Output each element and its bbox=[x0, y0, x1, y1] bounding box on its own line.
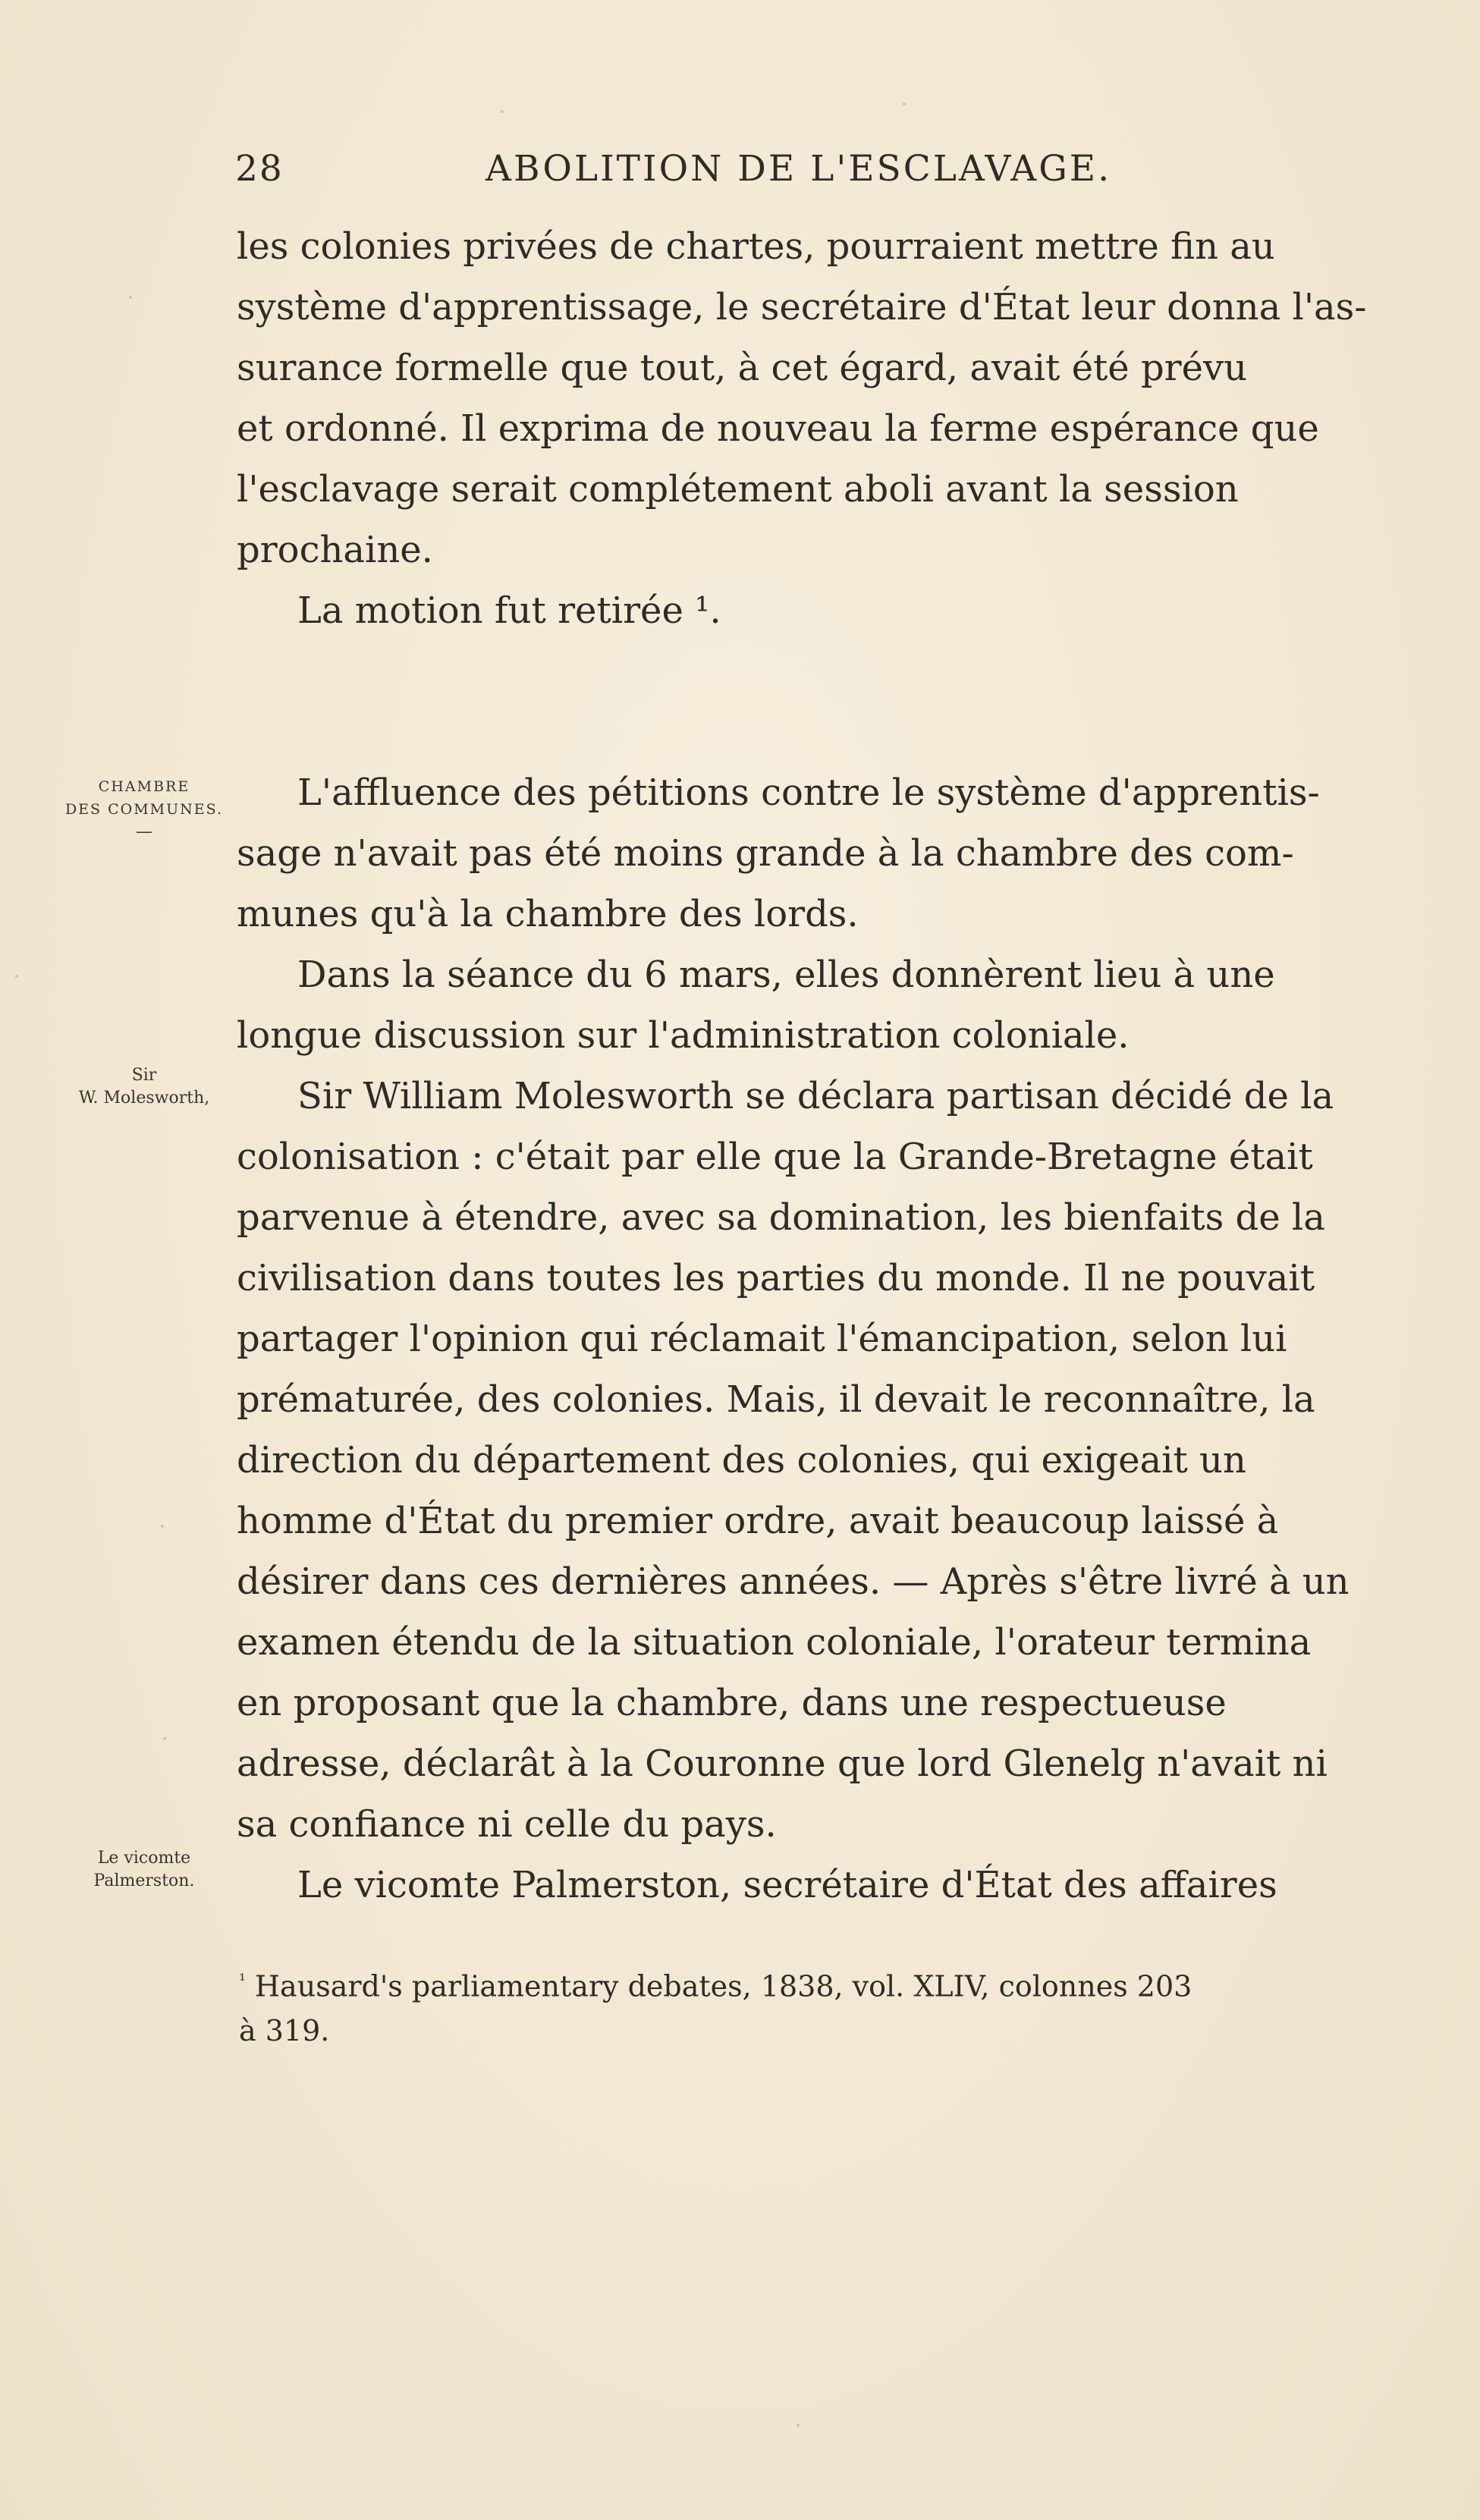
footnote-text: à 319. bbox=[239, 2013, 330, 2047]
margin-note-line: W. Molesworth, bbox=[78, 1089, 210, 1108]
margin-note-line: Palmerston. bbox=[93, 1871, 195, 1890]
text-line: La motion fut retirée ¹. bbox=[297, 589, 721, 632]
page-number: 28 bbox=[235, 148, 284, 190]
text-line: prématurée, des colonies. Mais, il devait le reconnaître, la bbox=[237, 1378, 1315, 1421]
footnote bbox=[239, 1959, 1392, 2053]
paper-speck bbox=[163, 1737, 166, 1740]
margin-note-line: DES COMMUNES. bbox=[64, 801, 224, 818]
margin-note-molesworth bbox=[53, 1064, 235, 1110]
text-line: surance formelle que tout, à cet égard, avait été prévu bbox=[237, 347, 1248, 389]
text-line: longue discussion sur l'administration coloniale. bbox=[237, 1014, 1130, 1057]
text-line: direction du département des colonies, qui exigeait un bbox=[237, 1439, 1246, 1482]
text-line: Dans la séance du 6 mars, elles donnèrent lieu à une bbox=[297, 954, 1275, 996]
text-line: Le vicomte Palmerston, secrétaire d'État des affaires bbox=[297, 1864, 1277, 1906]
margin-note-line: Le vicomte bbox=[97, 1849, 191, 1868]
paper-speck bbox=[797, 2424, 800, 2427]
margin-note-chambre bbox=[53, 775, 235, 844]
text-line: civilisation dans toutes les parties du monde. Il ne pouvait bbox=[237, 1257, 1315, 1299]
paper-speck bbox=[501, 110, 504, 113]
margin-note-dash: — bbox=[136, 822, 152, 841]
paragraph-continuation bbox=[237, 216, 1375, 641]
paper-speck bbox=[15, 975, 18, 978]
text-line: L'affluence des pétitions contre le système d'apprentis- bbox=[297, 771, 1320, 814]
text-line: les colonies privées de chartes, pourraient mettre fin au bbox=[237, 225, 1275, 268]
paper-speck bbox=[161, 1525, 164, 1528]
text-line: colonisation : c'était par elle que la Grande-Bretagne était bbox=[237, 1136, 1313, 1178]
text-line: Sir William Molesworth se déclara partisan décidé de la bbox=[297, 1075, 1334, 1117]
margin-note-line: CHAMBRE bbox=[98, 778, 190, 795]
text-line: en proposant que la chambre, dans une respectueuse bbox=[237, 1682, 1227, 1724]
text-line: prochaine. bbox=[237, 529, 433, 571]
margin-note-palmerston bbox=[53, 1847, 235, 1893]
text-line: homme d'État du premier ordre, avait beaucoup laissé à bbox=[237, 1500, 1279, 1542]
text-line: examen étendu de la situation coloniale, l'orateur termina bbox=[237, 1621, 1312, 1664]
text-line: adresse, déclarât à la Couronne que lord Glenelg n'avait ni bbox=[237, 1742, 1328, 1785]
paper-speck bbox=[129, 296, 132, 299]
text-line: système d'apprentissage, le secrétaire d'État leur donna l'as- bbox=[237, 286, 1367, 328]
page-header bbox=[235, 148, 1123, 201]
footnote-text: Hausard's parliamentary debates, 1838, vol. XLIV, colonnes 203 bbox=[254, 1969, 1192, 2003]
footnote-marker: ¹ bbox=[239, 1972, 246, 1991]
text-line: désirer dans ces dernières années. — Après s'être livré à un bbox=[237, 1560, 1350, 1603]
text-line: partager l'opinion qui réclamait l'émancipation, selon lui bbox=[237, 1318, 1287, 1360]
paragraph-chambre-des-communes bbox=[237, 762, 1375, 1915]
text-line: munes qu'à la chambre des lords. bbox=[237, 893, 859, 935]
text-line: parvenue à étendre, avec sa domination, les bienfaits de la bbox=[237, 1196, 1325, 1239]
text-line: sa confiance ni celle du pays. bbox=[237, 1803, 777, 1846]
paper-speck bbox=[903, 102, 906, 105]
text-line: et ordonné. Il exprima de nouveau la ferme espérance que bbox=[237, 407, 1319, 450]
text-line: sage n'avait pas été moins grande à la chambre des com- bbox=[237, 832, 1294, 875]
text-line: l'esclavage serait complétement aboli avant la session bbox=[237, 468, 1239, 511]
margin-note-line: Sir bbox=[131, 1066, 157, 1085]
running-title: ABOLITION DE L'ESCLAVAGE. bbox=[485, 148, 1112, 190]
